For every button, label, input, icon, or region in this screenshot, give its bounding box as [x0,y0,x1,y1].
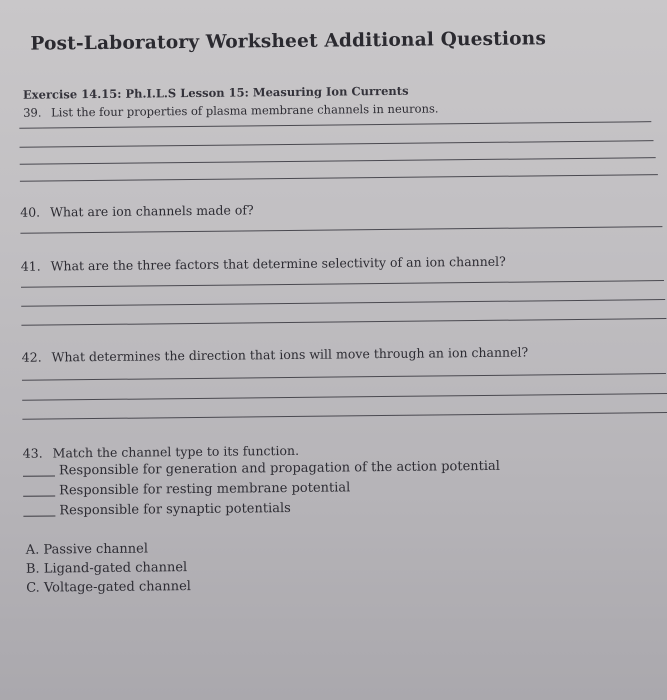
answer-line[interactable] [22,373,666,381]
question-41-number: 41. [20,258,41,274]
match-item-text: Responsible for synaptic potentials [59,500,291,519]
question-43-text: Match the channel type to its function. [52,442,300,461]
answer-line[interactable] [21,280,664,288]
answer-line[interactable] [20,226,662,234]
question-43 [23,443,299,461]
answer-line[interactable] [20,157,656,165]
answer-line[interactable] [22,393,667,401]
question-40-number: 40. [20,204,41,220]
question-40 [20,202,254,219]
question-42-text: What determines the direction that ions will move through an ion channel? [51,344,529,365]
answer-line[interactable] [20,174,658,182]
answer-line[interactable] [22,412,667,420]
question-43-number: 43. [22,445,43,461]
match-item-text: Responsible for resting membrane potential [59,480,351,499]
match-item [23,459,500,479]
exercise-heading: Exercise 14.15: Ph.I.L.S Lesson 15: Measuring Ion Currents [22,83,409,102]
answer-line[interactable] [21,318,666,326]
option-c: C. Voltage-gated channel [26,579,191,596]
question-41 [21,254,506,274]
question-42 [22,344,529,364]
match-blank[interactable] [23,475,55,476]
match-item-text: Responsible for generation and propagation of the action potential [58,458,501,479]
match-blank[interactable] [23,495,55,496]
question-41-text: What are the three factors that determine selectivity of an ion channel? [50,253,506,274]
question-39-text: List the four properties of plasma membrane channels in neurons. [51,101,439,120]
match-item [23,501,291,519]
question-42-number: 42. [21,349,42,365]
question-39-number: 39. [23,105,42,120]
question-39 [23,101,438,119]
match-blank[interactable] [23,515,55,516]
option-b: B. Ligand-gated channel [25,560,188,577]
worksheet-title: Post-Laboratory Worksheet Additional Questions [30,28,547,55]
option-a: A. Passive channel [25,541,149,558]
answer-line[interactable] [19,121,651,129]
answer-line[interactable] [20,140,654,148]
match-item [23,480,350,498]
question-40-text: What are ion channels made of? [50,202,254,220]
answer-line[interactable] [21,299,665,307]
